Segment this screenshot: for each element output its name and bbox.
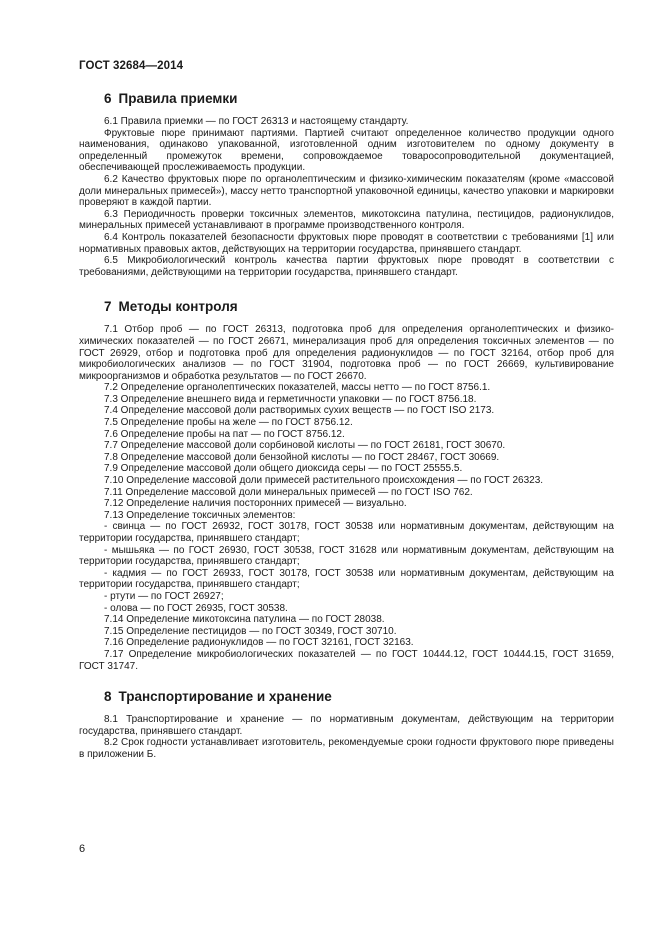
paragraph: 6.2 Качество фруктовых пюре по органолептическим и физико-химическим показателям (кроме «массовой доли минеральных примесей»), массу нетто транспортной упаковочной единицы, качество упаковки и маркировки проверяют в каждой партии. [79,173,614,209]
paragraph: 7.16 Определение радионуклидов — по ГОСТ 32161, ГОСТ 32163. [104,637,414,649]
paragraph: 7.13 Определение токсичных элементов: [104,509,296,521]
list-item: - кадмия — по ГОСТ 26933, ГОСТ 30178, ГОСТ 30538 или нормативным документам, действующим на территории государства, принявшего стандарт; [79,567,614,591]
paragraph: 7.11 Определение массовой доли минеральных примесей — по ГОСТ ISO 762. [104,486,473,498]
section-title: Правила приемки [118,91,238,106]
paragraph: 8.1 Транспортирование и хранение — по нормативным документам, действующим на территории государства, принявшего стандарт. [79,714,614,737]
paragraph: 6.1 Правила приемки — по ГОСТ 26313 и настоящему стандарту. [104,116,409,127]
paragraph: 7.5 Определение пробы на желе — по ГОСТ 8756.12. [104,417,353,429]
list-item: - олова — по ГОСТ 26935, ГОСТ 30538. [104,602,288,614]
paragraph: 7.2 Определение органолептических показателей, массы нетто — по ГОСТ 8756.1. [104,382,491,394]
section-heading [104,90,614,107]
paragraph: 7.17 Определение микробиологических показателей — по ГОСТ 10444.12, ГОСТ 10444.15, ГОСТ 31659, ГОСТ 31747. [79,648,614,672]
list-item: - ртути — по ГОСТ 26927; [104,590,224,602]
section-heading [104,688,614,705]
paragraph: 7.10 Определение массовой доли примесей растительного происхождения — по ГОСТ 26323. [104,475,544,487]
paragraph: 6.4 Контроль показателей безопасности фруктовых пюре проводят в соответствии с требованиями [1] или нормативных правовых актов, действующих на территории государства, принявшего стандарт. [79,231,614,255]
page-header-doc-id: ГОСТ 32684—2014 [79,60,184,72]
paragraph: 7.15 Определение пестицидов — по ГОСТ 30349, ГОСТ 30710. [104,625,397,637]
paragraph: 7.7 Определение массовой доли сорбиновой кислоты — по ГОСТ 26181, ГОСТ 30670. [104,440,506,452]
paragraph: 7.14 Определение микотоксина патулина — по ГОСТ 28038. [104,614,385,626]
paragraph: 6.5 Микробиологический контроль качества партии фруктовых пюре проводят в соответствии с требованиями, действующими на территории государства, принявшего стандарт. [79,255,614,278]
section-title: Методы контроля [118,299,238,315]
document-body [79,90,614,774]
page-number: 6 [79,843,86,855]
section-7 [79,298,614,672]
section-number: 8 [104,689,112,705]
section-number: 7 [104,299,112,315]
paragraph: 7.3 Определение внешнего вида и герметичности упаковки — по ГОСТ 8756.18. [104,393,477,405]
section-8 [79,688,614,760]
paragraph: 7.6 Определение пробы на пат — по ГОСТ 8756.12. [104,428,345,440]
paragraph: Фруктовые пюре принимают партиями. Партией считают определенное количество продукции одного наименования, одинаково упакованной, изготовленной одним изготовителем по одному документу в определенный промежуток времени, сопровождаемое товаросопроводительной документацией, обеспечивающей прослеживаемость продукции. [79,127,614,174]
paragraph: 7.4 Определение массовой доли растворимых сухих веществ — по ГОСТ ISO 2173. [104,405,495,417]
list-item: - свинца — по ГОСТ 26932, ГОСТ 30178, ГОСТ 30538 или нормативным документам, действующим на территории государства, принявшего стандарт; [79,521,614,544]
paragraph: 8.2 Срок годности устанавливает изготовитель, рекомендуемые сроки годности фруктового пюре приведены в приложении Б. [79,737,614,760]
section-heading [104,298,614,315]
list-item: - мышьяка — по ГОСТ 26930, ГОСТ 30538, ГОСТ 31628 или нормативным документам, действующим на территории государства, принявшего стандарт; [79,544,614,568]
paragraph: 7.9 Определение массовой доли общего диоксида серы — по ГОСТ 25555.5. [104,463,463,475]
paragraph: 6.3 Периодичность проверки токсичных элементов, микотоксина патулина, пестицидов, радионуклидов, минеральных примесей устанавливают в программе производственного контроля. [79,208,614,232]
paragraph: 7.8 Определение массовой доли бензойной кислоты — по ГОСТ 28467, ГОСТ 30669. [104,451,500,463]
section-title: Транспортирование и хранение [118,689,332,705]
section-number: 6 [104,91,112,106]
paragraph: 7.1 Отбор проб — по ГОСТ 26313, подготовка проб для определения органолептических и физико-химических показателей — по ГОСТ 26671, минерализация проб для определения токсичных элементов — по ГОСТ 26929, отбор и подготовка проб для определения радионуклидов — по ГОСТ 32164, отбор проб для микробиологических анализов — по ГОСТ 31904, подготовка проб — по ГОСТ 26669, культивирование микроорганизмов и обработка результатов — по ГОСТ 26670. [79,324,614,382]
paragraph: 7.12 Определение наличия посторонних примесей — визуально. [104,498,407,510]
section-6 [79,90,614,278]
